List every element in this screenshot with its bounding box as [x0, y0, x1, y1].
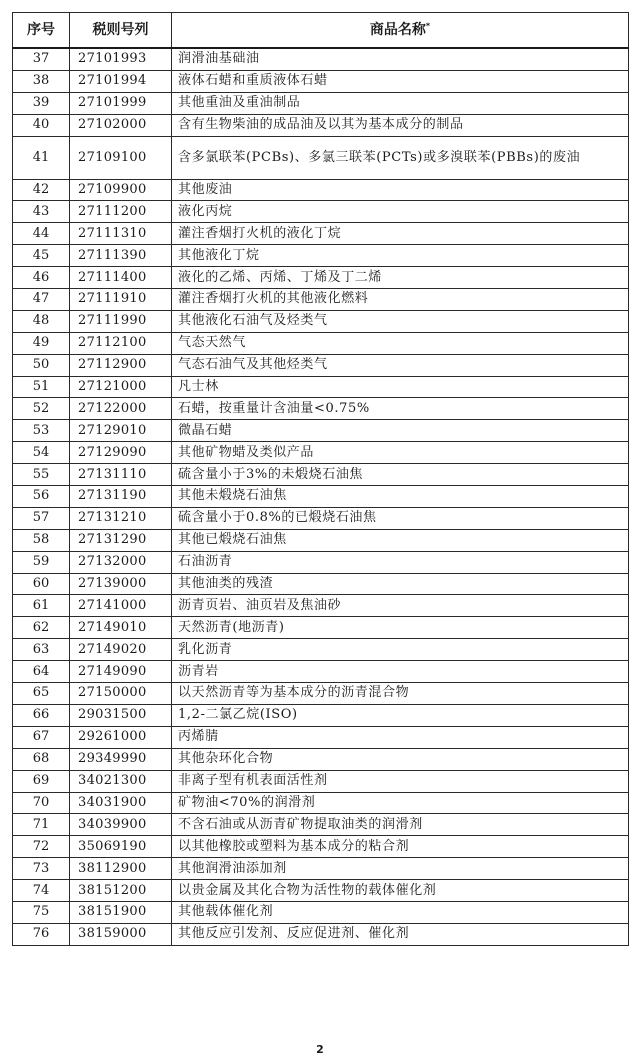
table-row: [13, 179, 629, 201]
code-cell: 27131290: [70, 529, 172, 551]
code-cell: 27150000: [70, 683, 172, 705]
name-cell: 矿物油<70%的润滑剂: [172, 792, 629, 814]
code-cell: 38159000: [70, 923, 172, 945]
code-cell: 27111310: [70, 223, 172, 245]
table-row: [13, 901, 629, 923]
name-cell: 其他润滑油添加剂: [172, 858, 629, 880]
table-row: [13, 661, 629, 683]
seq-cell: 54: [13, 442, 70, 464]
name-cell: 含多氯联苯(PCBs)、多氯三联苯(PCTs)或多溴联苯(PBBs)的废油: [172, 136, 629, 179]
name-cell: 不含石油或从沥青矿物提取油类的润滑剂: [172, 814, 629, 836]
name-cell: 其他液化石油气及烃类气: [172, 310, 629, 332]
seq-cell: 56: [13, 486, 70, 508]
code-cell: 27112900: [70, 354, 172, 376]
name-cell: 其他废油: [172, 179, 629, 201]
seq-cell: 50: [13, 354, 70, 376]
seq-cell: 42: [13, 179, 70, 201]
table-row: [13, 595, 629, 617]
name-cell: 1,2-二氯乙烷(ISO): [172, 704, 629, 726]
code-cell: 27111910: [70, 289, 172, 311]
table-row: [13, 704, 629, 726]
table-row: [13, 683, 629, 705]
seq-cell: 66: [13, 704, 70, 726]
code-cell: 27131190: [70, 486, 172, 508]
code-cell: 27129090: [70, 442, 172, 464]
table-header: [13, 13, 629, 49]
name-cell: 硫含量小于0.8%的已煅烧石油焦: [172, 507, 629, 529]
header-name-cell: [172, 13, 629, 49]
seq-cell: 45: [13, 245, 70, 267]
code-cell: 27131110: [70, 464, 172, 486]
seq-cell: 41: [13, 136, 70, 179]
table-row: [13, 551, 629, 573]
name-cell: 石蜡，按重量计含油量<0.75%: [172, 398, 629, 420]
tariff-table: [12, 12, 629, 946]
code-cell: 27122000: [70, 398, 172, 420]
table-row: [13, 420, 629, 442]
header-row: [13, 13, 629, 49]
seq-cell: 59: [13, 551, 70, 573]
code-cell: 38112900: [70, 858, 172, 880]
seq-cell: 43: [13, 201, 70, 223]
table-body: [13, 48, 629, 945]
name-cell: 含有生物柴油的成品油及以其为基本成分的制品: [172, 114, 629, 136]
seq-cell: 40: [13, 114, 70, 136]
name-cell: 灌注香烟打火机的液化丁烷: [172, 223, 629, 245]
table-row: [13, 442, 629, 464]
code-cell: 38151200: [70, 880, 172, 902]
code-cell: 27149090: [70, 661, 172, 683]
name-cell: 气态石油气及其他烃类气: [172, 354, 629, 376]
table-row: [13, 48, 629, 70]
code-cell: 38151900: [70, 901, 172, 923]
table-row: [13, 267, 629, 289]
seq-cell: 44: [13, 223, 70, 245]
seq-cell: 74: [13, 880, 70, 902]
name-cell: 非离子型有机表面活性剂: [172, 770, 629, 792]
seq-cell: 48: [13, 310, 70, 332]
table-row: [13, 92, 629, 114]
name-cell: 灌注香烟打火机的其他液化燃料: [172, 289, 629, 311]
code-cell: 27111990: [70, 310, 172, 332]
code-cell: 29261000: [70, 726, 172, 748]
table-row: [13, 814, 629, 836]
seq-cell: 63: [13, 639, 70, 661]
name-cell: 液体石蜡和重质液体石蜡: [172, 70, 629, 92]
seq-cell: 55: [13, 464, 70, 486]
table-row: [13, 792, 629, 814]
seq-cell: 37: [13, 48, 70, 70]
seq-cell: 68: [13, 748, 70, 770]
code-cell: 27111200: [70, 201, 172, 223]
seq-cell: 38: [13, 70, 70, 92]
seq-cell: 72: [13, 836, 70, 858]
table-row: [13, 573, 629, 595]
code-cell: 27141000: [70, 595, 172, 617]
code-cell: 27132000: [70, 551, 172, 573]
table-row: [13, 748, 629, 770]
code-cell: 27129010: [70, 420, 172, 442]
code-cell: 27121000: [70, 376, 172, 398]
table-row: [13, 70, 629, 92]
code-cell: 27101999: [70, 92, 172, 114]
name-cell: 其他液化丁烷: [172, 245, 629, 267]
name-cell: 其他载体催化剂: [172, 901, 629, 923]
seq-cell: 67: [13, 726, 70, 748]
name-cell: 液化的乙烯、丙烯、丁烯及丁二烯: [172, 267, 629, 289]
name-cell: 润滑油基础油: [172, 48, 629, 70]
code-cell: 27109100: [70, 136, 172, 179]
table-row: [13, 289, 629, 311]
table-row: [13, 770, 629, 792]
name-cell: 其他反应引发剂、反应促进剂、催化剂: [172, 923, 629, 945]
table-row: [13, 858, 629, 880]
name-cell: 微晶石蜡: [172, 420, 629, 442]
name-cell: 以其他橡胶或塑料为基本成分的粘合剂: [172, 836, 629, 858]
name-cell: 石油沥青: [172, 551, 629, 573]
name-cell: 以贵金属及其化合物为活性物的载体催化剂: [172, 880, 629, 902]
page-number: 2: [316, 1043, 324, 1056]
seq-cell: 39: [13, 92, 70, 114]
header-code: 税则号列: [70, 13, 172, 49]
code-cell: 34039900: [70, 814, 172, 836]
seq-cell: 53: [13, 420, 70, 442]
seq-cell: 57: [13, 507, 70, 529]
table-row: [13, 114, 629, 136]
name-cell: 丙烯腈: [172, 726, 629, 748]
seq-cell: 71: [13, 814, 70, 836]
name-cell: 乳化沥青: [172, 639, 629, 661]
name-cell: 气态天然气: [172, 332, 629, 354]
code-cell: 29349990: [70, 748, 172, 770]
seq-cell: 51: [13, 376, 70, 398]
name-cell: 凡士林: [172, 376, 629, 398]
name-cell: 沥青岩: [172, 661, 629, 683]
name-cell: 其他油类的残渣: [172, 573, 629, 595]
code-cell: 27101993: [70, 48, 172, 70]
code-cell: 27109900: [70, 179, 172, 201]
name-cell: 其他矿物蜡及类似产品: [172, 442, 629, 464]
seq-cell: 70: [13, 792, 70, 814]
seq-cell: 75: [13, 901, 70, 923]
name-cell: 液化丙烷: [172, 201, 629, 223]
table-row: [13, 223, 629, 245]
header-name-mark: *: [425, 21, 431, 31]
seq-cell: 46: [13, 267, 70, 289]
code-cell: 27149020: [70, 639, 172, 661]
name-cell: 沥青页岩、油页岩及焦油砂: [172, 595, 629, 617]
seq-cell: 65: [13, 683, 70, 705]
code-cell: 34031900: [70, 792, 172, 814]
table-row: [13, 836, 629, 858]
code-cell: 27111400: [70, 267, 172, 289]
table-row: [13, 354, 629, 376]
seq-cell: 76: [13, 923, 70, 945]
table-row: [13, 617, 629, 639]
name-cell: 其他杂环化合物: [172, 748, 629, 770]
table-row: [13, 880, 629, 902]
seq-cell: 64: [13, 661, 70, 683]
name-cell: 以天然沥青等为基本成分的沥青混合物: [172, 683, 629, 705]
table-row: [13, 201, 629, 223]
code-cell: 34021300: [70, 770, 172, 792]
table-row: [13, 398, 629, 420]
table-row: [13, 726, 629, 748]
table-row: [13, 639, 629, 661]
table-row: [13, 376, 629, 398]
seq-cell: 61: [13, 595, 70, 617]
seq-cell: 58: [13, 529, 70, 551]
seq-cell: 62: [13, 617, 70, 639]
seq-cell: 60: [13, 573, 70, 595]
code-cell: 29031500: [70, 704, 172, 726]
table-row: [13, 486, 629, 508]
name-cell: 硫含量小于3%的未煅烧石油焦: [172, 464, 629, 486]
code-cell: 35069190: [70, 836, 172, 858]
code-cell: 27131210: [70, 507, 172, 529]
table-row: [13, 529, 629, 551]
seq-cell: 47: [13, 289, 70, 311]
header-seq: 序号: [13, 13, 70, 49]
table-row: [13, 507, 629, 529]
seq-cell: 49: [13, 332, 70, 354]
code-cell: 27102000: [70, 114, 172, 136]
name-cell: 其他未煅烧石油焦: [172, 486, 629, 508]
table-row: [13, 332, 629, 354]
name-cell: 其他重油及重油制品: [172, 92, 629, 114]
header-name: 商品名称: [369, 22, 426, 38]
seq-cell: 73: [13, 858, 70, 880]
name-cell: 天然沥青(地沥青): [172, 617, 629, 639]
table-row: [13, 136, 629, 179]
seq-cell: 69: [13, 770, 70, 792]
table-row: [13, 310, 629, 332]
table-row: [13, 245, 629, 267]
name-cell: 其他已煅烧石油焦: [172, 529, 629, 551]
code-cell: 27149010: [70, 617, 172, 639]
code-cell: 27101994: [70, 70, 172, 92]
seq-cell: 52: [13, 398, 70, 420]
table-row: [13, 464, 629, 486]
table-row: [13, 923, 629, 945]
code-cell: 27111390: [70, 245, 172, 267]
code-cell: 27112100: [70, 332, 172, 354]
code-cell: 27139000: [70, 573, 172, 595]
